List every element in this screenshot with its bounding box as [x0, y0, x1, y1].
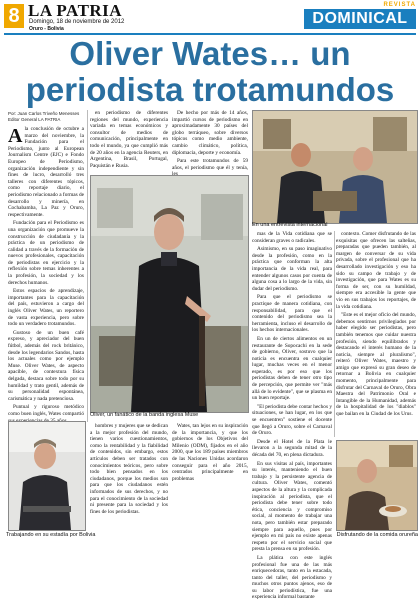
- article-column-4: [252, 231, 332, 601]
- page-number: 8: [4, 4, 24, 28]
- photo-working: [8, 421, 86, 531]
- photo-interview: [252, 110, 418, 224]
- caption-eating-photo: Disfrutando de la comida orureña: [336, 532, 418, 538]
- article-column-center-lower: [172, 423, 248, 538]
- article-column-center-left-lower: [90, 423, 168, 538]
- paragraph: De hecho por más de 14 años, impartió cursos de periodismo en aproximadamente 30 países del globo terráqueo, sobre diversos tópicos como medio ambiente, cambio climático, política, diplomacia, deporte y economía.: [172, 110, 248, 156]
- headline-line-1: Oliver Wates… un: [69, 35, 351, 72]
- paragraph-text: la conclusión de octubre a marzo del noviembre, la Fundación para el Periodismo, junto al European Journalism Centre (EJC) e Fondo Europeo de Periodismo, organización independiente y sin fines de lucro, desarrolló tres talleres con diferentes tópicos, como reportaje diario, el periodismo relacionado a formas de desarrollo y minería, en Cochabamba, La Paz y Oruro, respectivamente.: [8, 126, 84, 218]
- paragraph: mas de la Vida cotidiana que se consideran graves o radicales.: [252, 231, 332, 244]
- supplement-logo: [304, 2, 416, 32]
- headline-line-2: periodista trotamundos: [25, 71, 395, 108]
- drop-cap: A: [8, 125, 23, 147]
- paragraph: Para que el periodismo se practique de manera cotidiana, con responsabilidad, para que el contenido del periodismo sea la herramienta, incluso el desarrollo de los hechos internacionales.: [252, 294, 332, 334]
- caption-interview-photo: En una entrevista internacional: [252, 222, 328, 228]
- paragraph: Para este trotamundos de 59 años, el periodismo que él y tenía,: [172, 158, 248, 171]
- column-divider: [87, 110, 88, 422]
- portrait-illustration: [91, 176, 248, 412]
- paragraph: Fundación para el Periodismo es una organización que promueve la construcción de ciudadanía y la práctica de un periodismo de calidad a través de la formación de nuevos profesionales, capacitación de periodistas en ejercicio y la reflexión sobre temas inherentes a la profesión, la sociedad y los derechos humanos.: [8, 220, 84, 286]
- paragraph: hombres y mujeres que se dedican a la mejor profesión del mundo, tienen varios cuestionamientos, como la rentabilidad y la fiabilidad de contenidos, sin embargo, estos artículos deben ser tratados con conocimientos teóricos, pero sobre todo bien pensados en los ciudadanos, porque los medios son para que los ciudadanos estén informados de sus derechos, y no para el conocimiento de la sociedad ni presente para la sociedad y los fines de los periodistas.: [90, 423, 168, 515]
- photo-oliver-portrait: [90, 175, 249, 413]
- caption-working-photo: Trabajando en su estadía por Bolivia: [6, 532, 96, 538]
- supplement-name: DOMINICAL: [304, 9, 416, 29]
- newspaper-brand: LA PATRIA: [28, 1, 123, 20]
- paragraph: Estos espacios de aprendizaje, importantes para la capacitación del país, estuvieron a cargo del inglés Oliver Wates, un reportero de vasta experiencia, pero sobre todo un verdadero trotamundos.: [8, 288, 84, 328]
- paragraph: contexto. Comer disfrutando de las exquisitas que ofrecen las salteñas, preparadas que pueden también, al margen de conversar de su vida privada, sobre el profesional que ha desarrollado investigación y eso ha sido su campo de trabajo y de investigación, que para Wates es su forma de ser, con su humildad, siempre era accesible la gente que vio en sus trabajos los reportajes, de la vida cotidiana.: [336, 231, 416, 310]
- paragraph: Asimismo, en su paso imaginativo desde la profesión, como en la práctica que conforman la alta importancia de la vida real, para entender algunos casos por cuenta de alguna cosa a lo largo de la vida, sin dudar del periodismo.: [252, 246, 332, 292]
- interview-illustration: [253, 111, 417, 223]
- byline: [8, 111, 79, 123]
- paragraph: En sus visitas al país, importantes su interés, manteniendo el buen trabajo y la persistente agencia de cultura. Oliver Wates, comentó aspectos de la altura y la complicada inspiración al periodista, que el periodista debe tener sobre todo ética, conciencia y compromiso social, al momento de trabajar una nota, pero también estar preparado siempre para aquello, pues por ejemplo en mi país no existe apenas respeto por el servicio social que presta la prensa en su profesión.: [252, 460, 332, 553]
- eating-illustration: [337, 441, 417, 530]
- article-headline: [4, 36, 416, 108]
- masthead: [0, 0, 420, 34]
- caption-main-photo: Oliver, un fanático de la banda inglesa Muse: [90, 412, 199, 418]
- paragraph: [8, 126, 84, 218]
- paragraph: Desde el Hotel de la Plata le llevaron a la segunda mitad de la década del 70, en plena dictadura.: [252, 438, 332, 458]
- publication-date: Domingo, 18 de noviembre de 2012: [29, 19, 125, 25]
- publication-location: Oruro - Bolivia: [29, 26, 64, 32]
- paragraph: Gustoso de un buen café expreso, y apreciador del buen fútbol, además del rock británico, desde los legendarios Sandos, hasta los actuales como por ejemplo Muse. Oliver Wates, de aspecto apacible, de contextura física delgada, destaca sobre todo por su humildad y trato gentil, además de su personalidad espontánea, carismática y nada pretenciosa.: [8, 329, 84, 402]
- byline-role: Editor General LA PATRIA: [8, 117, 61, 122]
- byline-author: Por: Juan Carlos Triveño Menesses: [8, 111, 80, 116]
- article-column-1: [8, 126, 84, 418]
- paragraph: En un de ciertos alimentos en un restaurante de Sopocachi en la sede de gobierno, Oliver, sostuvo que la noticia es encuentra en cualquier lugar, muchas veces en el menor esperado, es por eso que los periodistas deben de tener otro tipo de percepción, que permite ver "más allá de lo evidente", que se plasma en un buen reportaje.: [252, 335, 332, 402]
- paragraph: en periodismo de diferentes regiones del mundo, experiencia variada en temas económicos y consultor de medios de comunicación, principalmente en todo el mundo, ya que cumplió más de 20 años en la agencia Reuters, en Argentina, Brasil, Portugal, Paquistán e Rusia.: [90, 110, 168, 169]
- paragraph: "El periodista debe contar hechos y situaciones, se han lugar, en los que se encuentren" sostiene el docente que llegó a Oruro, sobre el Carnaval de Oruro.: [252, 403, 332, 437]
- working-illustration: [9, 422, 85, 530]
- article-column-3-top: [172, 110, 248, 172]
- supplement-tag: REVISTA: [383, 2, 416, 8]
- column-divider: [334, 231, 335, 437]
- paragraph: Puntual y riguroso metódico como buen inglés, Wates compartió: [8, 404, 84, 417]
- article-column-2-top: [90, 110, 168, 172]
- paragraph: La plática con este inglés profesional fue una de las más enriquecedoras, tanto en la estacada, tanto del taller, del periodismo y muchos otros puntos ajenos, eso de su labor periodística, fue una experiencia informal bastante: [252, 554, 332, 601]
- paragraph: Wates, tan lejos en su inspiración de la importancia, y que los gobiernos de los Objetivos del Milenio (ODM), fijados en el año 2000, que los 189 países miembros de las Naciones Unidas acordaron conseguir para el año 2015, centrados principalmente en problemas: [172, 423, 248, 482]
- paragraph: "Este es el mejor oficio del mundo, debemos sentirnos privilegiados por haber elegido ser periodistas, pero también tenemos que cuidar nuestra profesión, siendo equilibrados y destacando el interés humano de la noticia, siempre al pluralismo", reiteró Oliver Wates, maestro y amigo que expresó su gran deseo de retornar a Bolivia en cualquier momento, principalmente para disfrutar del Carnaval de Oruro, Obra Maestra del Patrimonio Oral e Intangible de la Humanidad, además de la hospitalidad de los "diablos" que bailan en la Ciudad de los Urus.: [336, 312, 416, 418]
- photo-eating: [336, 440, 418, 531]
- article-column-5: [336, 231, 416, 437]
